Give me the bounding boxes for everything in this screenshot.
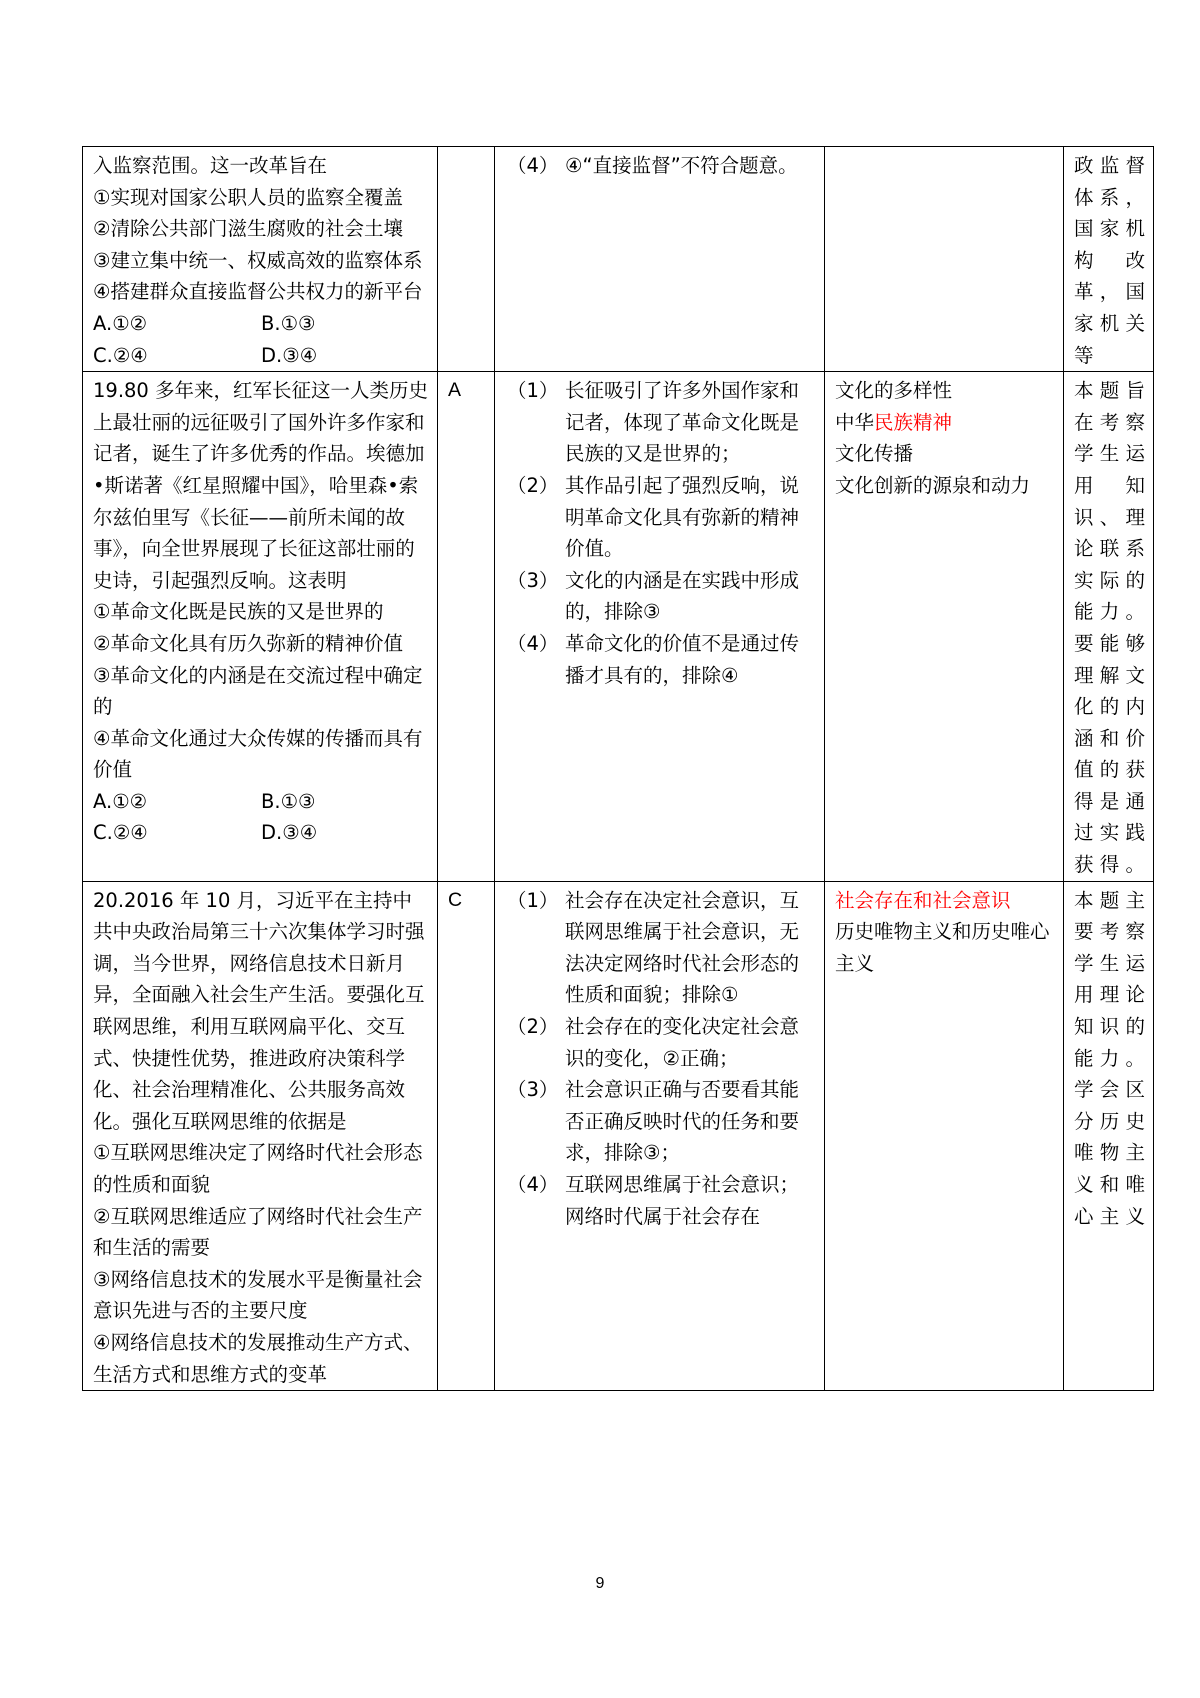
analysis-text: 长征吸引了许多外国作家和记者，体现了革命文化既是民族的又是世界的； (565, 379, 800, 466)
knowledge-text: 社会存在和社会意识 (835, 888, 1011, 912)
analysis-cell (495, 147, 825, 372)
remark-line: 理解文 (1074, 663, 1145, 687)
remark-line: 识、理 (1074, 505, 1145, 529)
analysis-number: （2） (507, 473, 559, 497)
remark-line: 实际的 (1074, 568, 1145, 592)
analysis-cell (495, 372, 825, 882)
analysis-text: 文化的内涵是在实践中形成的，排除③ (565, 568, 800, 624)
remark-line: 唯物主 (1074, 1141, 1145, 1165)
analysis-table (82, 146, 1154, 1391)
remark-line: 学生运 (1074, 951, 1145, 975)
remark-line: 在考察 (1074, 410, 1145, 434)
analysis-number: （3） (507, 1078, 559, 1102)
analysis-text: 互联网思维属于社会意识；网络时代属于社会存在 (565, 1173, 800, 1228)
table-body (83, 147, 1154, 1391)
remark-line: 能力。 (1074, 600, 1145, 624)
remark-line: 涵和价 (1074, 726, 1145, 750)
knowledge-point (835, 407, 1055, 439)
analysis-item (505, 565, 816, 628)
remark-line: 政监督 (1074, 154, 1145, 177)
analysis-item (505, 1074, 816, 1169)
analysis-text: 社会意识正确与否要看其能否正确反映时代的任务和要求，排除③； (565, 1078, 800, 1165)
remark-line: 值的获 (1074, 758, 1145, 782)
question-option: ①实现对国家公职人员的监察全覆盖 (93, 185, 403, 209)
choice-option: D.③④ (261, 343, 318, 367)
remark-line: 用理论 (1074, 983, 1145, 1007)
answer-letter: C (448, 888, 463, 911)
knowledge-text: 文化传播 (835, 442, 914, 466)
analysis-item (505, 885, 816, 1011)
answer-choices (93, 786, 429, 849)
remark-line: 论联系 (1074, 537, 1145, 561)
question-cell (83, 372, 438, 882)
question-stem: 19.80 多年来，红军长征这一人类历史上最壮丽的远征吸引了国外许多作家和记者，诞生了许多优秀的作品。埃德加•斯诺著《红星照耀中国》，哈里森•索尔兹伯里写《长征——前所未闻的故事》，向全世界展现了长征这部壮丽的史诗，引起强烈反响。这表明 (93, 379, 429, 592)
remark-line: 体系， (1074, 185, 1145, 209)
analysis-text: ④“直接监督”不符合题意。 (565, 154, 798, 177)
analysis-text: 其作品引起了强烈反响，说明革命文化具有弥新的精神价值。 (565, 473, 800, 561)
analysis-item (505, 628, 816, 691)
question-option: ②互联网思维适应了网络时代社会生产和生活的需要 (93, 1204, 423, 1260)
knowledge-text: 中华 (835, 410, 875, 434)
question-stem: 20.2016 年 10 月，习近平在主持中共中央政治局第三十六次集体学习时强调，当今世界，网络信息技术日新月异，全面融入社会生产生活。要强化互联网思维，利用互联网扁平化、交互式、快捷性优势，推进政府决策科学化、社会治理精准化、公共服务高效化。强化互联网思维的依据是 (93, 888, 425, 1133)
knowledge-text: 文化的多样性 (835, 379, 953, 403)
remark-line: 学生运 (1074, 442, 1145, 466)
question-cell (83, 881, 438, 1391)
analysis-number: （1） (507, 379, 559, 403)
remark-line: 家机关 (1074, 311, 1145, 335)
analysis-item (505, 470, 816, 565)
page-number: 9 (595, 1575, 605, 1592)
knowledge-point (835, 470, 1055, 502)
remark-cell (1064, 372, 1154, 882)
answer-cell (438, 372, 495, 882)
analysis-item (505, 1169, 816, 1232)
analysis-text: 社会存在的变化决定社会意识的变化，②正确； (565, 1015, 800, 1070)
question-option: ④革命文化通过大众传媒的传播而具有价值 (93, 726, 423, 782)
table-row (83, 881, 1154, 1391)
knowledge-text: 民族精神 (874, 410, 953, 434)
question-cell (83, 147, 438, 372)
question-option: ①革命文化既是民族的又是世界的 (93, 600, 384, 624)
analysis-cell (495, 881, 825, 1391)
remark-line: 要考察 (1074, 920, 1145, 944)
knowledge-point (835, 916, 1055, 979)
choice-option: D.③④ (261, 821, 318, 845)
choice-row (93, 817, 429, 849)
answer-cell (438, 147, 495, 372)
remark-line: 过实践 (1074, 821, 1145, 845)
knowledge-text: 历史唯物主义和历史唯心主义 (835, 920, 1050, 975)
remark-line: 本题旨 (1074, 379, 1145, 403)
analysis-text: 社会存在决定社会意识，互联网思维属于社会意识，无法决定网络时代社会形态的性质和面貌；排除① (565, 888, 800, 1007)
remark-line: 学会区 (1074, 1078, 1145, 1102)
knowledge-cell (825, 372, 1064, 882)
choice-option: B.①③ (261, 311, 316, 335)
remark-line: 化的内 (1074, 695, 1145, 719)
remark-line: 本题主 (1074, 888, 1145, 912)
analysis-text: 革命文化的价值不是通过传播才具有的，排除④ (565, 631, 800, 687)
remark-line: 要能够 (1074, 631, 1145, 655)
question-stem: 入监察范围。这一改革旨在 (93, 154, 328, 177)
remark-line: 构 改 (1074, 248, 1145, 272)
remark-line: 分历史 (1074, 1109, 1145, 1133)
knowledge-point (835, 885, 1055, 917)
analysis-item (505, 150, 816, 182)
question-option: ③建立集中统一、权威高效的监察体系 (93, 248, 423, 272)
remark-line: 能力。 (1074, 1046, 1145, 1070)
question-option: ④网络信息技术的发展推动生产方式、生活方式和思维方式的变革 (93, 1330, 423, 1386)
knowledge-text: 文化创新的源泉和动力 (835, 473, 1031, 497)
remark-line: 义和唯 (1074, 1173, 1145, 1196)
knowledge-point (835, 438, 1055, 470)
table-row (83, 147, 1154, 372)
answer-cell (438, 881, 495, 1391)
analysis-item (505, 375, 816, 470)
choice-option: C.②④ (93, 343, 148, 367)
remark-line: 获得。 (1074, 853, 1145, 877)
answer-choices (93, 308, 429, 371)
remark-line: 等 (1074, 343, 1094, 367)
answer-letter: A (448, 379, 462, 402)
analysis-number: （2） (507, 1015, 559, 1039)
table-row (83, 372, 1154, 882)
analysis-item (505, 1011, 816, 1074)
analysis-number: （4） (507, 154, 559, 177)
question-option: ③革命文化的内涵是在交流过程中确定的 (93, 663, 423, 719)
remark-cell (1064, 147, 1154, 372)
choice-option: B.①③ (261, 789, 316, 813)
remark-line: 国家机 (1074, 217, 1145, 241)
analysis-number: （1） (507, 888, 559, 912)
question-option: ③网络信息技术的发展水平是衡量社会意识先进与否的主要尺度 (93, 1267, 423, 1323)
choice-row (93, 340, 429, 372)
question-option: ④搭建群众直接监督公共权力的新平台 (93, 280, 423, 304)
remark-line: 革，国 (1074, 280, 1145, 304)
remark-line: 用 知 (1074, 473, 1145, 497)
remark-line: 心主义 (1074, 1204, 1145, 1228)
question-option: ②清除公共部门滋生腐败的社会土壤 (93, 217, 403, 241)
knowledge-point (835, 375, 1055, 407)
question-option: ②革命文化具有历久弥新的精神价值 (93, 631, 403, 655)
choice-option: C.②④ (93, 821, 148, 845)
choice-option: A.①② (93, 789, 148, 813)
remark-line: 知识的 (1074, 1015, 1145, 1039)
remark-line: 得是通 (1074, 789, 1145, 813)
question-option: ①互联网思维决定了网络时代社会形态的性质和面貌 (93, 1141, 423, 1196)
choice-row (93, 308, 429, 340)
choice-option: A.①② (93, 311, 148, 335)
knowledge-cell (825, 147, 1064, 372)
analysis-number: （3） (507, 568, 559, 592)
remark-cell (1064, 881, 1154, 1391)
analysis-number: （4） (507, 1173, 559, 1196)
analysis-number: （4） (507, 631, 559, 655)
choice-row (93, 786, 429, 818)
knowledge-cell (825, 881, 1064, 1391)
